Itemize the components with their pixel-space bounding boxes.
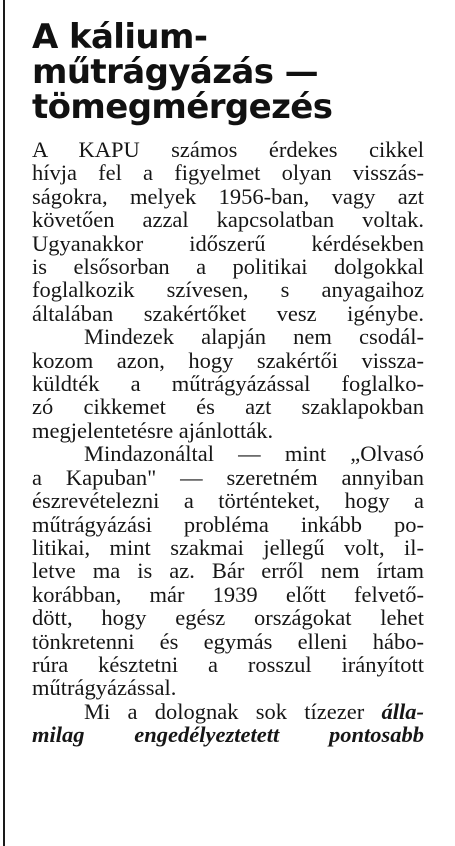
text-line: tönkretenni és egymás elleni hábo- <box>32 628 424 654</box>
text-line: dött, hogy egész országokat lehet <box>32 605 424 631</box>
text-line: Ugyanakkor időszerű kérdésekben <box>32 230 424 256</box>
paragraph-3 <box>32 442 424 699</box>
text-line: a Kapuban" — szeretném annyiban <box>32 464 424 490</box>
text-line: letve ma is az. Bár erről nem írtam <box>32 558 424 584</box>
text-line: hívja fel a figyelmet olyan visszás- <box>32 160 424 186</box>
column-rule <box>3 0 5 846</box>
emphasis-text: álla- <box>381 698 424 724</box>
text-line: Mindazonáltal — mint „Olvasó <box>84 441 424 467</box>
text-line: általában szakértőket vesz igénybe. <box>32 300 424 326</box>
text-line: foglalkozik szívesen, s anyagaihoz <box>32 277 424 303</box>
text-line: kozom azon, hogy szakértői vissza- <box>32 347 424 373</box>
paragraph-1 <box>32 138 424 325</box>
text-line: korábban, már 1939 előtt felvető- <box>32 581 424 607</box>
text-line: rúra késztetni a rosszul irányított <box>32 651 424 677</box>
text-line: Mindezek alapján nem csodál- <box>84 324 424 350</box>
text-line: ságokra, melyek 1956-ban, vagy azt <box>32 183 424 209</box>
text-line: műtrágyázási probléma inkább po- <box>32 511 424 537</box>
text-run: Mi a dolognak sok tízezer <box>84 698 382 724</box>
text-line: műtrágyázással. <box>32 675 177 701</box>
emphasis-text: milag engedélyeztetett pontosabb <box>32 722 424 748</box>
paragraph-2 <box>32 325 424 442</box>
paragraph-4 <box>32 700 424 747</box>
text-line: zó cikkemet és azt szaklapokban <box>32 394 424 420</box>
text-line: küldték a műtrágyázással foglalko- <box>32 371 424 397</box>
text-line: A KAPU számos érdekes cikkel <box>32 137 424 162</box>
headline-line-1: A kálium- <box>32 17 208 57</box>
text-line: megjelentetésre ajánlották. <box>32 417 274 443</box>
article-body <box>32 138 424 747</box>
text-line: litikai, mint szakmai jellegű volt, il- <box>32 534 424 560</box>
text-line <box>32 700 424 723</box>
headline-line-3: tömegmérgezés <box>32 87 333 127</box>
text-line: észrevételezni a történteket, hogy a <box>32 488 424 514</box>
headline-line-2: műtrágyázás — <box>32 52 319 92</box>
text-line: is elsősorban a politikai dolgokkal <box>32 254 424 280</box>
article-headline <box>32 17 442 127</box>
text-line: követően azzal kapcsolatban voltak. <box>32 207 424 233</box>
